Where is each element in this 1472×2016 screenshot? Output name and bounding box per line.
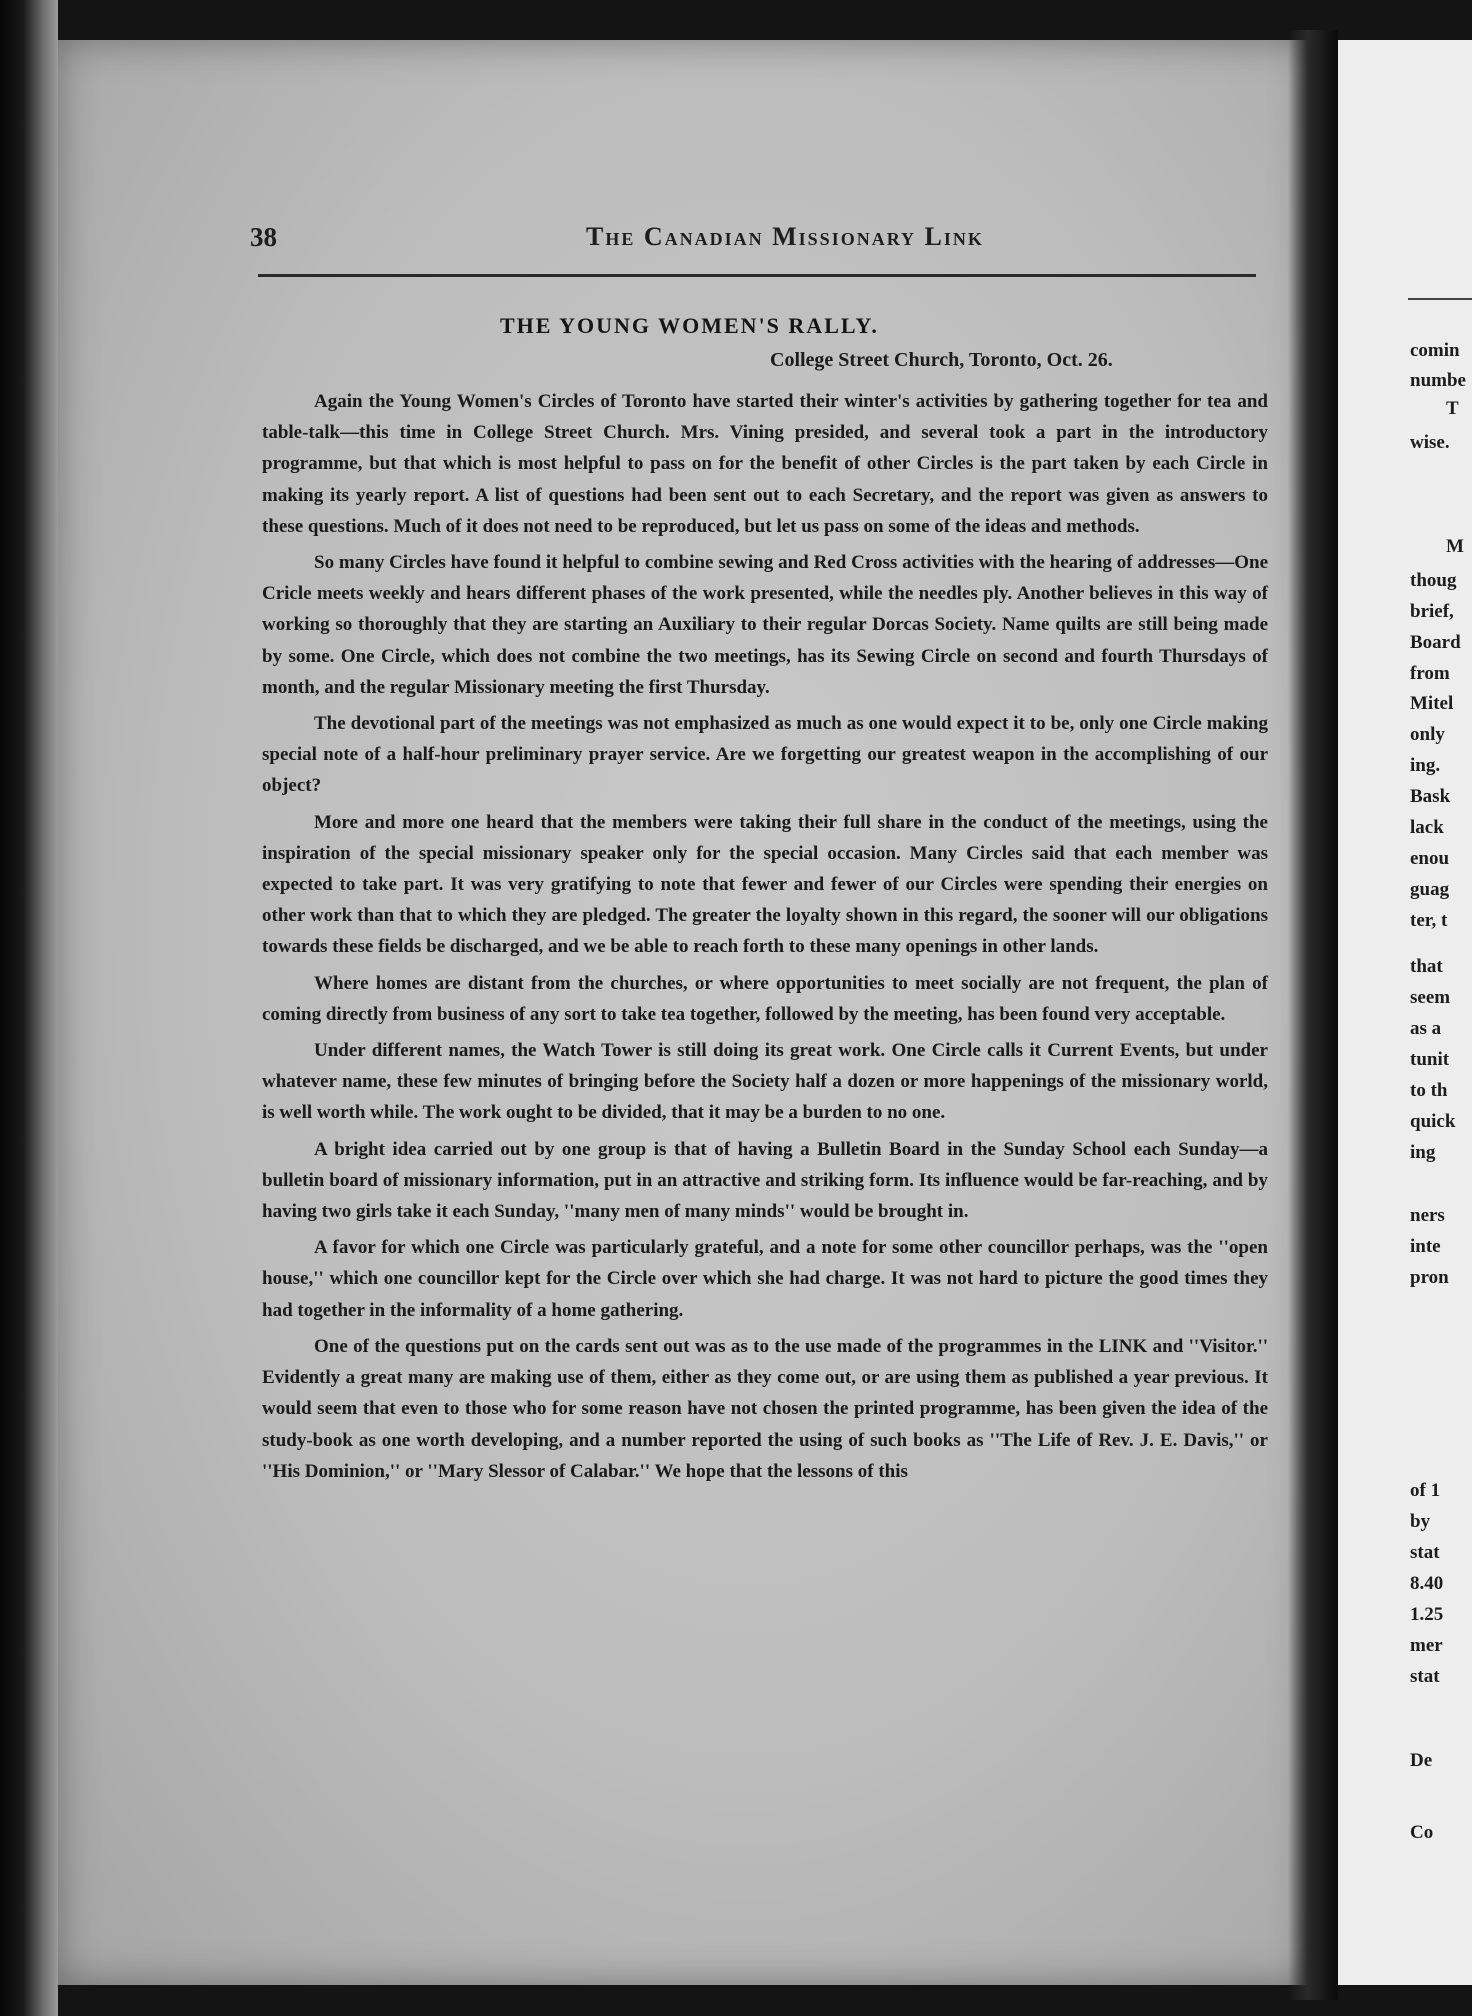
facing-page-fragment: stat <box>1410 1666 1440 1687</box>
facing-page-rule <box>1408 298 1472 300</box>
paragraph: One of the questions put on the cards sent out was as to the use made of the programmes in the LINK and ''Visitor.'' Evidently a great many are making use of them, either as they come out, or are using them as published a year previous. It would seem that even to those who for some reason have not chosen the printed programme, has been given the idea of the study-book as one worth developing, and a number reported the using of such books as ''The Life of Rev. J. E. Davis,'' or ''His Dominion,'' or ''Mary Slessor of Calabar.'' We hope that the lessons of this <box>262 1335 1268 1482</box>
paragraph: Under different names, the Watch Tower is still doing its great work. One Circle calls it Current Events, but under whatever name, these few minutes of bringing before the Society half a dozen or more happenings of the missionary world, is well worth while. The work ought to be divided, that it may be a burden to no one. <box>262 1040 1268 1124</box>
facing-page-fragment: Bask <box>1410 786 1451 807</box>
paragraph: So many Circles have found it helpful to combine sewing and Red Cross activities with the hearing of addresses—One Cricle meets weekly and hears different phases of the work presented, while the needles ply. Another believes in this way of working so thoroughly that they are starting an Auxiliary to their regular Dorcas Society. Name quilts are still being made by some. One Circle, which does not combine the two meetings, has its Sewing Circle on second and fourth Thursdays of month, and the regular Missionary meeting the first Thursday. <box>262 552 1268 698</box>
facing-page-fragment: from <box>1410 663 1450 684</box>
facing-page-fragment: tunit <box>1410 1049 1450 1070</box>
facing-page-fragment: ter, t <box>1410 910 1448 931</box>
facing-page-fragment: T <box>1446 398 1459 419</box>
scan-border <box>0 0 58 2016</box>
facing-page-fragment: 1.25 <box>1410 1604 1444 1625</box>
page-number: 38 <box>250 222 277 252</box>
facing-page-fragment: brief, <box>1410 601 1454 622</box>
facing-page-fragment: comin <box>1410 340 1460 361</box>
running-head: The Canadian Missionary Link <box>586 222 984 251</box>
paragraph: Where homes are distant from the churches, or where opportunities to meet socially are not frequent, the plan of coming directly from business of any sort to take tea together, followed by the meeting, has been found very acceptable. <box>262 972 1268 1025</box>
facing-page-fragment: wise. <box>1410 432 1450 453</box>
paragraph: Again the Young Women's Circles of Toronto have started their winter's activities by gathering together for tea and table-talk—this time in College Street Church. Mrs. Vining presided, and several took a part in the introductory programme, but that which is most helpful to pass on for the benefit of other Circles is the part taken by each Circle in making its yearly report. A list of questions had been sent out to each Secretary, and the report was given as answers to these questions. Much of it does not need to be reproduced, but let us pass on some of the ideas and methods. <box>262 391 1268 537</box>
facing-page-fragment: Co <box>1410 1822 1434 1843</box>
facing-page-fragment: to th <box>1410 1080 1448 1101</box>
facing-page-fragment: as a <box>1410 1018 1442 1039</box>
facing-page-fragment: enou <box>1410 848 1450 869</box>
facing-page-fragment: guag <box>1410 879 1450 900</box>
facing-page <box>1338 40 1472 1985</box>
facing-page-fragment: M <box>1446 536 1464 557</box>
page-header <box>250 222 1255 252</box>
facing-page-fragment: ing. <box>1410 755 1441 776</box>
paragraph: More and more one heard that the members were taking their full share in the conduct of the meetings, using the inspiration of the special missionary speaker only for the special occasion. Many Circles said that each member was expected to take part. It was very gratifying to note that fewer and fewer of our Circles were spending their energies on other work than that to which they are pledged. The greater the loyalty shown in this regard, the sooner will our obligations towards these fields be discharged, and we be able to reach forth to these many openings in other lands. <box>262 811 1268 958</box>
facing-page-fragment: ing <box>1410 1142 1436 1163</box>
facing-page-fragment: Mitel <box>1410 693 1454 714</box>
facing-page-fragment: seem <box>1410 987 1451 1008</box>
article-title: THE YOUNG WOMEN'S RALLY. <box>500 313 879 338</box>
facing-page-fragment: only <box>1410 724 1445 745</box>
facing-page-fragment: Board <box>1410 632 1461 653</box>
facing-page-fragment: thoug <box>1410 570 1457 591</box>
facing-page-fragment: of 1 <box>1410 1480 1441 1501</box>
book-gutter <box>1288 30 1338 2000</box>
article-body <box>262 386 1268 1492</box>
paragraph: The devotional part of the meetings was not emphasized as much as one would expect it to be, only one Circle making special note of a half-hour preliminary prayer service. Are we forgetting our greatest weapon in the accomplishing of our object? <box>262 713 1268 797</box>
facing-page-fragment: inte <box>1410 1236 1441 1257</box>
facing-page-fragment: numbe <box>1410 370 1466 391</box>
facing-page-fragment: that <box>1410 956 1443 977</box>
facing-page-fragment: pron <box>1410 1267 1449 1288</box>
paragraph: A bright idea carried out by one group is that of having a Bulletin Board in the Sunday School each Sunday—a bulletin board of missionary information, put in an attractive and striking form. Its influence would be far-reaching, and by having two girls take it each Sunday, ''many men of many minds'' would be brought in. <box>262 1138 1268 1223</box>
facing-page-fragment: quick <box>1410 1111 1456 1132</box>
facing-page-fragment: 8.40 <box>1410 1573 1444 1594</box>
paragraph: A favor for which one Circle was particularly grateful, and a note for some other councillor perhaps, was the ''open house,'' which one councillor kept for the Circle over which she had charge. It was not hard to picture the good times they had together in the informality of a home gathering. <box>262 1237 1268 1321</box>
facing-page-fragment: by <box>1410 1511 1431 1532</box>
facing-page-fragment: ners <box>1410 1205 1445 1226</box>
article-dateline: College Street Church, Toronto, Oct. 26. <box>770 349 1113 371</box>
facing-page-fragment: stat <box>1410 1542 1440 1563</box>
header-rule <box>258 274 1256 277</box>
facing-page-fragment: lack <box>1410 817 1444 838</box>
facing-page-fragment: De <box>1410 1750 1433 1771</box>
facing-page-fragment: mer <box>1410 1635 1443 1656</box>
